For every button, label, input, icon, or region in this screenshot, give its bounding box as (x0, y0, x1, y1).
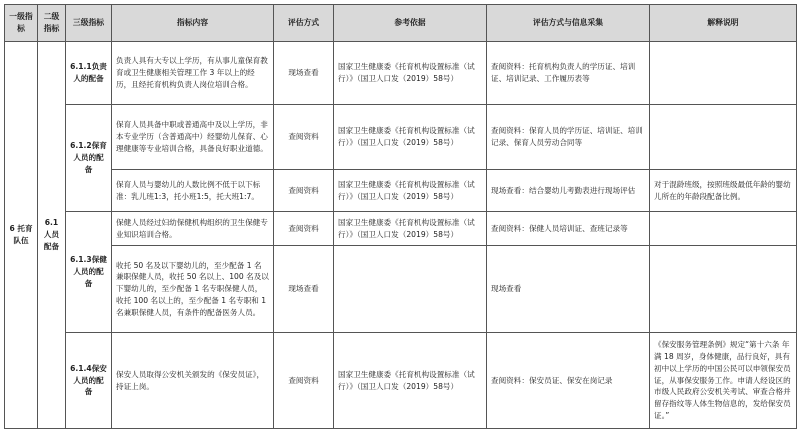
method-cell: 现场查看 (274, 246, 334, 333)
header-collect: 评估方式与信息采集 (487, 5, 650, 42)
table-row (5, 105, 797, 170)
level3-cell: 6.1.1负责人的配备 (66, 42, 112, 105)
header-row (5, 5, 797, 42)
basis-cell: 国家卫生健康委《托育机构设置标准（试行）》（国卫人口发（2019）58号） (334, 105, 487, 170)
content-cell: 保安人员取得公安机关颁发的《保安员证》，持证上岗。 (112, 333, 274, 429)
table-row (5, 333, 797, 429)
method-cell: 查阅资料 (274, 333, 334, 429)
header-level1: 一级指标 (5, 5, 38, 42)
explain-cell (650, 105, 797, 170)
explain-cell (650, 212, 797, 246)
content-cell: 保健人员经过妇幼保健机构组织的卫生保健专业知识培训合格。 (112, 212, 274, 246)
level3-cell: 6.1.2保育人员的配备 (66, 105, 112, 212)
indicator-table (4, 4, 797, 429)
header-content: 指标内容 (112, 5, 274, 42)
level1-cell: 6 托育队伍 (5, 42, 38, 429)
basis-cell: 国家卫生健康委《托育机构设置标准（试行）》（国卫人口发（2019）58号） (334, 333, 487, 429)
collect-cell: 现场查看：结合婴幼儿考勤表进行现场评估 (487, 170, 650, 212)
level2-cell: 6.1 人员配备 (38, 42, 66, 429)
method-cell: 查阅资料 (274, 105, 334, 170)
collect-cell: 查阅资料：托育机构负责人的学历证、培训证、培训记录、工作履历表等 (487, 42, 650, 105)
basis-cell: 国家卫生健康委《托育机构设置标准（试行）》（国卫人口发（2019）58号） (334, 212, 487, 246)
explain-cell (650, 246, 797, 333)
method-cell: 查阅资料 (274, 212, 334, 246)
collect-cell: 现场查看 (487, 246, 650, 333)
table-row (5, 246, 797, 333)
explain-cell: 《保安服务管理条例》规定“第十六条 年满 18 周岁，身体健康，品行良好，具有初中以上学历的中国公民可以申领保安员证，从事保安服务工作。申请人经设区的市级人民政府公安机关考试、审查合格并留存指纹等人体生物信息的，发给保安员证。” (650, 333, 797, 429)
table-row (5, 212, 797, 246)
collect-cell: 查阅资料：保育人员的学历证、培训证、培训记录、保育人员劳动合同等 (487, 105, 650, 170)
content-cell: 收托 50 名及以下婴幼儿的，至少配备 1 名兼职保健人员，收托 50 名以上、100 名及以下婴幼儿的，至少配备 1 名专职保健人员，收托 100 名以上的，至少配备 1 名专职和 1 名兼职保健人员，有条件的配备医务人员。 (112, 246, 274, 333)
level3-cell: 6.1.3保健人员的配备 (66, 212, 112, 333)
header-basis: 参考依据 (334, 5, 487, 42)
basis-cell: 国家卫生健康委《托育机构设置标准（试行）》（国卫人口发（2019）58号） (334, 42, 487, 105)
explain-cell: 对于混龄班级，按照班级最低年龄的婴幼儿所在的年龄段配备比例。 (650, 170, 797, 212)
header-level2: 二级指标 (38, 5, 66, 42)
level3-cell: 6.1.4保安人员的配备 (66, 333, 112, 429)
basis-cell (334, 246, 487, 333)
header-explain: 解释说明 (650, 5, 797, 42)
table-row (5, 42, 797, 105)
method-cell: 现场查看 (274, 42, 334, 105)
content-cell: 保育人员与婴幼儿的人数比例不低于以下标准：乳儿班1:3，托小班1:5，托大班1:7。 (112, 170, 274, 212)
basis-cell: 国家卫生健康委《托育机构设置标准（试行）》（国卫人口发（2019）58号） (334, 170, 487, 212)
collect-cell: 查阅资料：保健人员培训证、查班记录等 (487, 212, 650, 246)
header-level3: 三级指标 (66, 5, 112, 42)
content-cell: 负责人具有大专以上学历，有从事儿童保育教育或卫生健康相关管理工作 3 年以上的经历，且经托育机构负责人岗位培训合格。 (112, 42, 274, 105)
method-cell: 查阅资料 (274, 170, 334, 212)
content-cell: 保育人员具备中职或普通高中及以上学历，非本专业学历（含普通高中）经婴幼儿保育、心理健康等专业培训合格，具备良好职业道德。 (112, 105, 274, 170)
table-row (5, 170, 797, 212)
explain-cell (650, 42, 797, 105)
collect-cell: 查阅资料：保安员证、保安在岗记录 (487, 333, 650, 429)
header-method: 评估方式 (274, 5, 334, 42)
